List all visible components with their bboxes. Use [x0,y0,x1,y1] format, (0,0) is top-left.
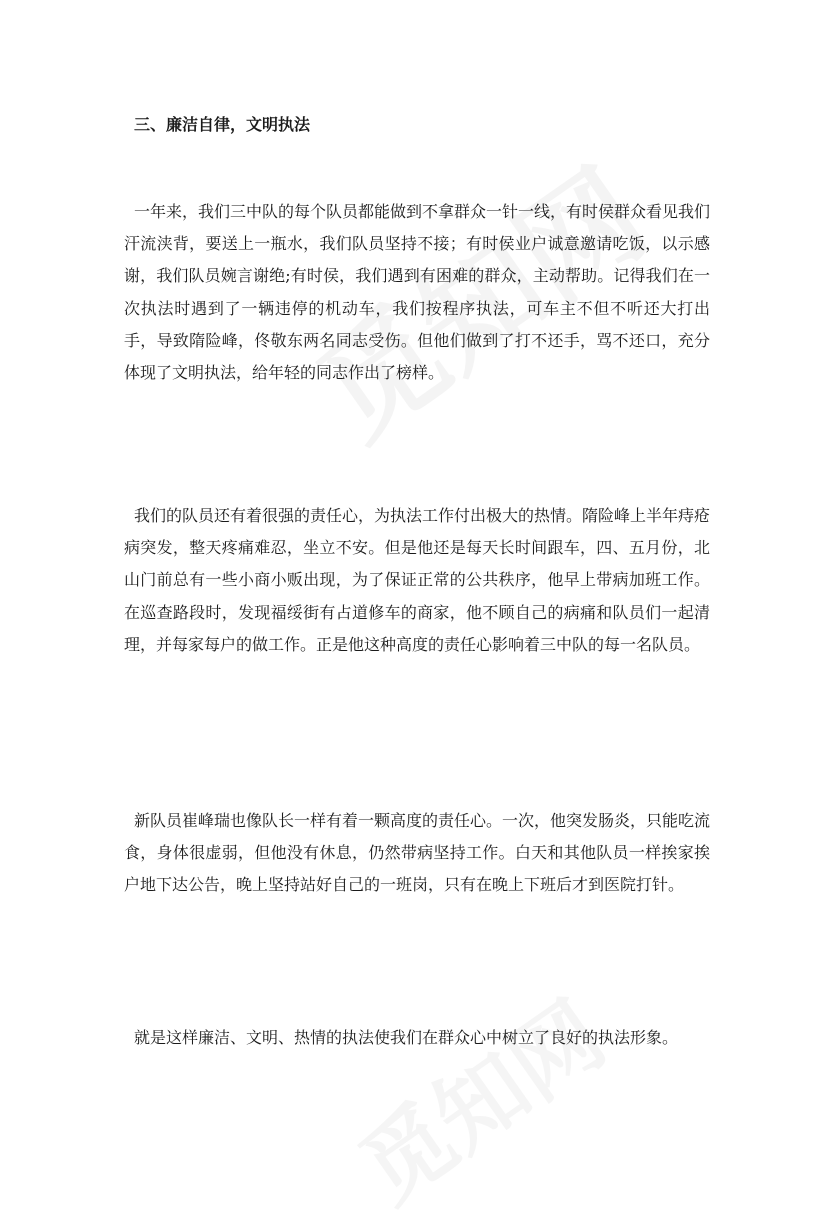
paragraph: 一年来，我们三中队的每个队员都能做到不拿群众一针一线，有时侯群众看见我们汗流浃背，要送上一瓶水，我们队员坚持不接；有时侯业户诚意邀请吃饭，以示感谢，我们队员婉言谢绝;有时侯，我们遇到有困难的群众，主动帮助。记得我们在一次执法时遇到了一辆违停的机动车，我们按程序执法，可车主不但不听还大打出手，导致隋险峰，佟敬东两名同志受伤。但他们做到了打不还手，骂不还口，充分体现了文明执法，给年轻的同志作出了榜样。 [124,202,711,383]
section-heading: 三、廉洁自律，文明执法 [134,115,311,134]
paragraph: 新队员崔峰瑞也像队长一样有着一颗高度的责任心。一次，他突发肠炎，只能吃流食，身体很虚弱，但他没有休息，仍然带病坚持工作。白天和其他队员一样挨家挨户地下达公告，晚上坚持站好自己的一班岗，只有在晚上下班后才到医院打针。 [124,811,711,895]
paragraph: 就是这样廉洁、文明、热情的执法使我们在群众心中树立了良好的执法形象。 [134,1028,679,1047]
watermark [330,965,626,1226]
paragraph: 我们的队员还有着很强的责任心，为执法工作付出极大的热情。隋险峰上半年痔疮病突发，整天疼痛难忍，坐立不安。但是他还是每天长时间跟车，四、五月份，北山门前总有一些小商小贩出现，为了保证正常的公共秩序，他早上带病加班工作。在巡查路段时，发现福绥街有占道修车的商家，他不顾自己的病痛和队员们一起清理，并每家每户的做工作。正是他这种高度的责任心影响着三中队的每一名队员。 [124,506,711,654]
